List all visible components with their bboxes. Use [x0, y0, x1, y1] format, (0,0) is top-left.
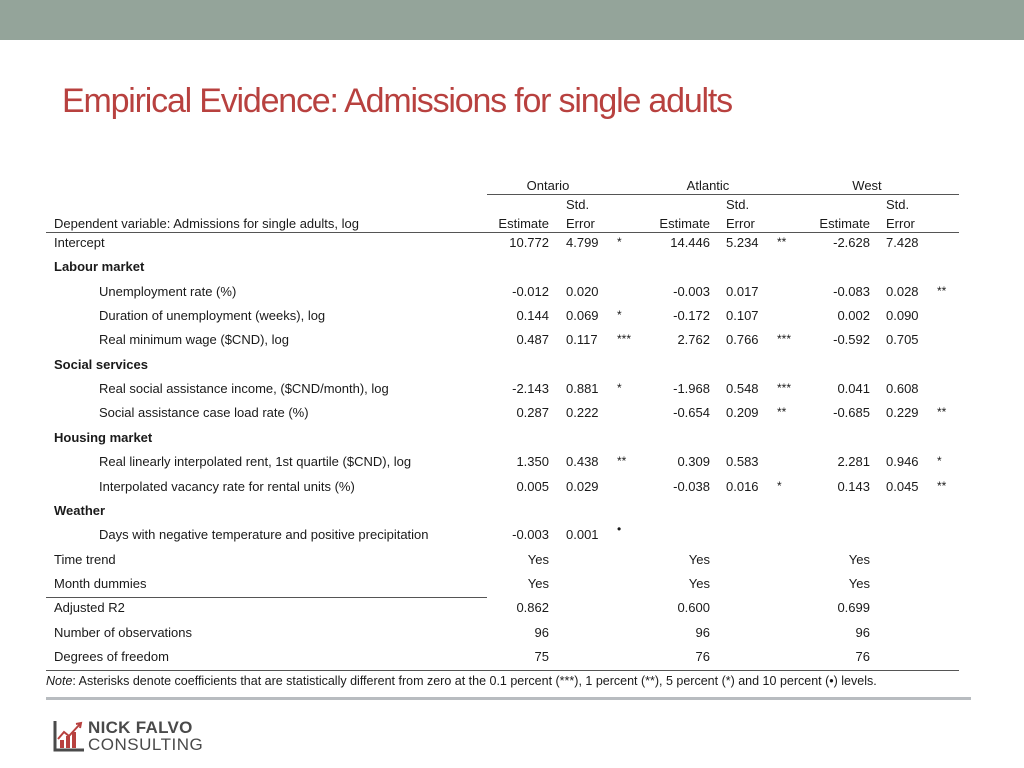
row-label: Social assistance case load rate (%): [99, 405, 309, 420]
estimate-value: 0.309: [677, 454, 710, 469]
row-label: Month dummies: [54, 576, 147, 591]
stats-rule: [46, 597, 487, 598]
estimate-value: -0.003: [673, 284, 710, 299]
std-error-value: 0.028: [886, 284, 919, 299]
estimate-value: -2.143: [512, 381, 549, 396]
bar-chart-logo-icon: [52, 719, 86, 753]
estimate-value: 0.699: [837, 600, 870, 615]
estimate-value: 0.005: [516, 479, 549, 494]
std-error-value: 5.234: [726, 235, 759, 250]
estimate-value: 0.487: [516, 332, 549, 347]
section-header: Weather: [54, 503, 106, 518]
header-rule: [46, 232, 959, 233]
estimate-value: 76: [855, 649, 870, 664]
estimate-value: -2.628: [833, 235, 870, 250]
estimate-value: -0.592: [833, 332, 870, 347]
std-error-value: 0.017: [726, 284, 759, 299]
estimate-value: Yes: [688, 576, 710, 591]
table-note: [46, 673, 877, 689]
std-error-value: 0.029: [566, 479, 599, 494]
std-error-value: 0.946: [886, 454, 919, 469]
significance-marker: **: [937, 284, 947, 298]
estimate-value: -1.968: [673, 381, 710, 396]
std-error-value: 0.705: [886, 332, 919, 347]
row-label: Intercept: [54, 235, 105, 250]
region-header: Ontario: [526, 178, 570, 193]
estimate-value: 96: [855, 625, 870, 640]
std-error-header-bottom: Error: [726, 216, 755, 231]
estimate-value: 0.144: [516, 308, 549, 323]
estimate-value: 1.350: [516, 454, 549, 469]
row-label: Time trend: [54, 552, 116, 567]
estimate-value: Yes: [688, 552, 710, 567]
note-prefix: Note: [46, 674, 73, 688]
estimate-value: 96: [695, 625, 710, 640]
estimate-value: 0.041: [837, 381, 870, 396]
row-label: Degrees of freedom: [54, 649, 169, 664]
row-label: Days with negative temperature and positive precipitation: [99, 527, 429, 542]
estimate-value: 75: [534, 649, 549, 664]
estimate-value: -0.012: [512, 284, 549, 299]
significance-marker: *: [777, 479, 782, 493]
section-header: Housing market: [54, 430, 153, 445]
row-label: Real minimum wage ($CND), log: [99, 332, 289, 347]
estimate-value: 96: [534, 625, 549, 640]
note-text: : Asterisks denote coefficients that are statistically different from zero at the 0.1 percent (***), 1 percent (**), 5 percent (*) and 10 percent (•) levels.: [72, 674, 877, 688]
section-header: Social services: [54, 357, 148, 372]
estimate-value: -0.172: [673, 308, 710, 323]
std-error-value: 0.020: [566, 284, 599, 299]
std-error-header-top: Std.: [566, 197, 590, 212]
estimate-header: Estimate: [498, 216, 549, 231]
estimate-header: Estimate: [659, 216, 710, 231]
row-label: Number of observations: [54, 625, 193, 640]
significance-marker: ***: [617, 332, 632, 346]
significance-marker: ***: [777, 332, 792, 346]
dependent-variable-label: Dependent variable: Admissions for single adults, log: [54, 216, 359, 231]
footer-rule: [46, 697, 971, 700]
estimate-value: -0.685: [833, 405, 870, 420]
estimate-header: Estimate: [819, 216, 870, 231]
significance-marker: •: [617, 522, 622, 536]
std-error-value: 0.016: [726, 479, 759, 494]
estimate-value: 2.281: [837, 454, 870, 469]
std-error-value: 0.045: [886, 479, 919, 494]
row-label: Adjusted R2: [54, 600, 125, 615]
std-error-value: 0.209: [726, 405, 759, 420]
std-error-value: 0.069: [566, 308, 599, 323]
std-error-value: 7.428: [886, 235, 919, 250]
bottom-rule: [46, 670, 959, 671]
estimate-value: Yes: [527, 576, 549, 591]
std-error-value: 0.229: [886, 405, 919, 420]
estimate-value: 76: [695, 649, 710, 664]
estimate-value: Yes: [527, 552, 549, 567]
estimate-value: -0.038: [673, 479, 710, 494]
std-error-value: 0.438: [566, 454, 599, 469]
significance-marker: **: [777, 235, 787, 249]
row-label: Real linearly interpolated rent, 1st quartile ($CND), log: [99, 454, 412, 469]
logo-name: NICK FALVO: [88, 718, 193, 737]
significance-marker: **: [937, 405, 947, 419]
std-error-value: 0.608: [886, 381, 919, 396]
std-error-value: 0.766: [726, 332, 759, 347]
std-error-value: 0.001: [566, 527, 599, 542]
estimate-value: 0.287: [516, 405, 549, 420]
estimate-value: 14.446: [670, 235, 710, 250]
significance-marker: ***: [777, 381, 792, 395]
std-error-value: 0.548: [726, 381, 759, 396]
std-error-header-bottom: Error: [566, 216, 595, 231]
significance-marker: **: [937, 479, 947, 493]
region-header: Atlantic: [686, 178, 730, 193]
estimate-value: -0.083: [833, 284, 870, 299]
std-error-value: 4.799: [566, 235, 599, 250]
significance-marker: **: [617, 454, 627, 468]
row-label: Real social assistance income, ($CND/month), log: [99, 381, 389, 396]
significance-marker: **: [777, 405, 787, 419]
row-label: Duration of unemployment (weeks), log: [99, 308, 326, 323]
std-error-value: 0.881: [566, 381, 599, 396]
std-error-value: 0.583: [726, 454, 759, 469]
estimate-value: 0.002: [837, 308, 870, 323]
estimate-value: Yes: [848, 576, 870, 591]
estimate-value: -0.003: [512, 527, 549, 542]
significance-marker: *: [617, 381, 622, 395]
slide-title: Empirical Evidence: Admissions for single adults: [62, 82, 732, 120]
std-error-value: 0.107: [726, 308, 759, 323]
section-header: Labour market: [54, 259, 145, 274]
estimate-value: Yes: [848, 552, 870, 567]
row-label: Interpolated vacancy rate for rental units (%): [99, 479, 355, 494]
std-error-header-top: Std.: [726, 197, 750, 212]
significance-marker: *: [617, 308, 622, 322]
significance-marker: *: [937, 454, 942, 468]
logo-subtitle: CONSULTING: [88, 735, 204, 754]
std-error-value: 0.090: [886, 308, 919, 323]
estimate-value: 2.762: [677, 332, 710, 347]
std-error-header-bottom: Error: [886, 216, 915, 231]
estimate-value: 0.143: [837, 479, 870, 494]
significance-marker: *: [617, 235, 622, 249]
row-label: Unemployment rate (%): [99, 284, 237, 299]
estimate-value: -0.654: [673, 405, 710, 420]
std-error-value: 0.222: [566, 405, 599, 420]
nick-falvo-logo: [52, 719, 222, 755]
estimate-value: 10.772: [509, 235, 549, 250]
std-error-header-top: Std.: [886, 197, 910, 212]
estimate-value: 0.862: [516, 600, 549, 615]
region-header: West: [852, 178, 882, 193]
region-header-rule: [487, 194, 959, 195]
estimate-value: 0.600: [677, 600, 710, 615]
std-error-value: 0.117: [566, 332, 598, 347]
